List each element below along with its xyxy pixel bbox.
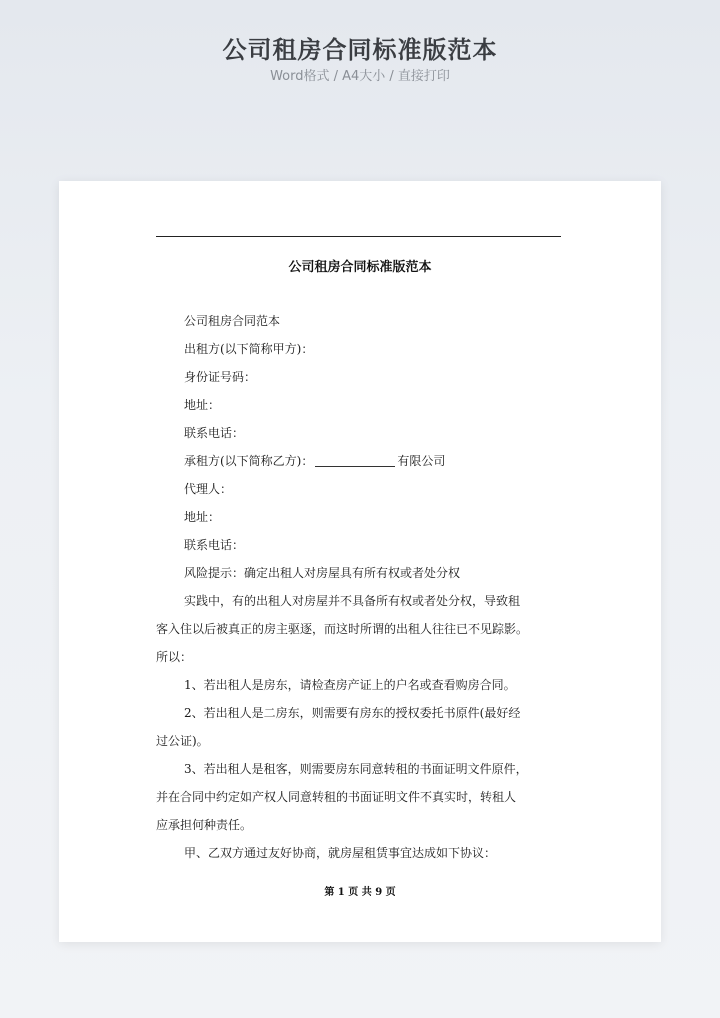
text-line: 身份证号码： bbox=[184, 370, 257, 384]
text-line: 应承担何种责任。 bbox=[156, 818, 253, 832]
text-line: 3、若出租人是租客，则需要房东同意转租的书面证明文件原件， bbox=[184, 762, 528, 776]
header-subtitle: Word格式 / A4大小 / 直接打印 bbox=[270, 69, 450, 84]
text-line: 2、若出租人是二房东，则需要有房东的授权委托书原件(最好经 bbox=[184, 706, 521, 720]
text-line: 地址： bbox=[184, 398, 221, 412]
document-title: 公司租房合同标准版范本 bbox=[288, 260, 432, 275]
text-line: 联系电话： bbox=[184, 426, 245, 440]
text-line: 甲、乙双方通过友好协商，就房屋租赁事宜达成如下协议： bbox=[184, 846, 497, 860]
text-line: 公司租房合同范本 bbox=[184, 314, 281, 328]
text-line: 所以： bbox=[156, 650, 193, 664]
company-suffix: 有限公司 bbox=[397, 454, 446, 468]
header-rule bbox=[156, 236, 561, 237]
text-line: 出租方(以下简称甲方)： bbox=[184, 342, 314, 356]
text-line: 过公证)。 bbox=[156, 734, 209, 748]
text-line: 客入住以后被真正的房主驱逐，而这时所谓的出租人往往已不见踪影。 bbox=[156, 622, 529, 636]
text-line: 代理人： bbox=[184, 482, 233, 496]
document-page bbox=[59, 181, 661, 942]
text-line: 实践中，有的出租人对房屋并不具备所有权或者处分权，导致租 bbox=[184, 594, 521, 608]
text-line: 风险提示：确定出租人对房屋具有所有权或者处分权 bbox=[184, 566, 461, 580]
page-number: 第 1 页 共 9 页 bbox=[324, 887, 396, 898]
header-title: 公司租房合同标准版范本 bbox=[222, 36, 498, 64]
text-line: 并在合同中约定如产权人同意转租的书面证明文件不真实时，转租人 bbox=[156, 790, 517, 804]
tenant-line bbox=[156, 447, 566, 475]
document-body bbox=[156, 307, 566, 867]
text-line: 联系电话： bbox=[184, 538, 245, 552]
tenant-label: 承租方(以下简称乙方)： bbox=[184, 454, 314, 468]
page-header bbox=[0, 34, 720, 86]
blank-underline bbox=[315, 452, 395, 467]
text-line: 1、若出租人是房东，请检查房产证上的户名或查看购房合同。 bbox=[184, 678, 516, 692]
text-line: 地址： bbox=[184, 510, 221, 524]
